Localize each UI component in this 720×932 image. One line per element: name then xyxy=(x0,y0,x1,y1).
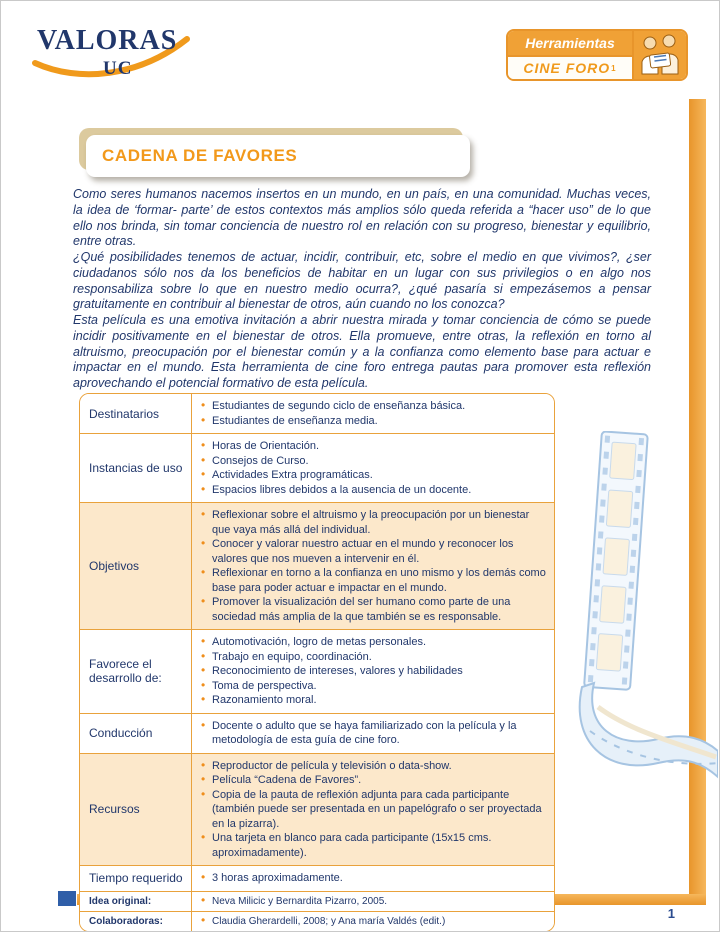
row-label: Objetivos xyxy=(80,503,192,629)
bullet-item: • Reconocimiento de intereses, valores y habilidades xyxy=(201,664,548,679)
info-table xyxy=(79,393,555,932)
bullet-item: • Actividades Extra programáticas. xyxy=(201,468,548,483)
footer-blue-block xyxy=(58,891,76,906)
table-row xyxy=(80,891,554,911)
title-banner xyxy=(79,128,463,170)
bullet-item: • Espacios libres debidos a la ausencia de un docente. xyxy=(201,483,548,498)
cine-foro-text: CINE FORO xyxy=(523,60,611,77)
row-label: Favorece el desarrollo de: xyxy=(80,630,192,713)
intro-paragraph: Esta película es una emotiva invitación a abrir nuestra mirada y tomar conciencia de cómo se puede incidir positivamente en el bienestar de otros. Ella promueve, entre otras, la reflexión en torno al altruismo, preocupación por el bienestar común y a la confianza como elemento base para actuar e impactar en el mundo. Esta herramienta de cine foro entrega pautas para promover esta reflexión aprovechando el potencial formativo de esta película. xyxy=(73,313,651,390)
bullet-list xyxy=(201,759,548,861)
bullet-item: • Claudia Gherardelli, 2008; y Ana maría Valdés (edit.) xyxy=(201,915,548,928)
intro-paragraph: ¿Qué posibilidades tenemos de actuar, incidir, contribuir, etc, sobre el medio en que vivimos?, ¿ser ciudadanos sólo nos da los beneficios de habitar en un lugar con sus privilegios o en algo nos responsabiliza sobre lo que en nuestro medio ocurra?, ¿qué pasaría si empezásemos a pensar gratuitamente en contribuir al bienestar de otros, aún cuando no los conozca? xyxy=(73,250,651,312)
bullet-item: • Trabajo en equipo, coordinación. xyxy=(201,650,548,665)
row-content xyxy=(192,714,554,753)
bullet-item: • Estudiantes de segundo ciclo de enseñanza básica. xyxy=(201,399,548,414)
table-row xyxy=(80,865,554,891)
logo-uc-text: UC xyxy=(103,58,133,79)
bullet-item: • Promover la visualización del ser humano como parte de una sociedad más amplia de la que también se es responsable. xyxy=(201,595,548,624)
intro-paragraph: Como seres humanos nacemos insertos en un mundo, en un país, en una comunidad. Muchas veces, la idea de ‘formar- parte’ de estos contextos más amplios sólo queda referida a “hacer uso” de lo que ello nos brinda, sin tomar conciencia de nuestro rol en relación con su progreso, bienestar y equilibrio, entre otras. xyxy=(73,187,651,249)
page-title: CADENA DE FAVORES xyxy=(102,146,298,165)
bullet-item: • Una tarjeta en blanco para cada participante (15x15 cms. aproximadamente). xyxy=(201,831,548,860)
logo-wordmark: VALORAS xyxy=(37,25,178,56)
bullet-list xyxy=(201,719,548,748)
bullet-list xyxy=(201,895,548,908)
bullet-item: • Estudiantes de enseñanza media. xyxy=(201,414,548,429)
bullet-list xyxy=(201,915,548,928)
table-row xyxy=(80,502,554,629)
table-row xyxy=(80,629,554,713)
people-with-film-icon xyxy=(636,32,684,78)
bullet-item: • Razonamiento moral. xyxy=(201,693,548,708)
table-row xyxy=(80,433,554,502)
valoras-uc-logo xyxy=(37,25,202,87)
row-content xyxy=(192,630,554,713)
cine-foro-illustration xyxy=(632,31,686,79)
row-label: Destinatarios xyxy=(80,394,192,433)
badge-labels xyxy=(508,31,632,79)
bullet-item: • Reproductor de película y televisión o data-show. xyxy=(201,759,548,774)
row-label: Colaboradoras: xyxy=(80,912,192,931)
bullet-item: • Horas de Orientación. xyxy=(201,439,548,454)
bullet-item: • Docente o adulto que se haya familiarizado con la película y la metodología de esta guía de cine foro. xyxy=(201,719,548,748)
bullet-item: • Reflexionar sobre el altruismo y la preocupación por un bienestar que vaya más allá del individual. xyxy=(201,508,548,537)
row-content xyxy=(192,394,554,433)
title-inner-panel xyxy=(86,135,470,177)
bullet-list xyxy=(201,508,548,624)
bullet-item: • Conocer y valorar nuestro actuar en el mundo y reconocer los valores que nos mueven a intervenir en él. xyxy=(201,537,548,566)
bullet-item: • 3 horas aproximadamente. xyxy=(201,871,548,886)
row-label: Conducción xyxy=(80,714,192,753)
page-number: 1 xyxy=(667,906,675,921)
badge-herramientas-label: Herramientas xyxy=(508,31,632,55)
table-row xyxy=(80,911,554,931)
bullet-item: • Neva Milicic y Bernardita Pizarro, 2005. xyxy=(201,895,548,908)
bullet-item: • Automotivación, logro de metas personales. xyxy=(201,635,548,650)
table-row xyxy=(80,394,554,433)
row-content xyxy=(192,503,554,629)
row-label: Tiempo requerido xyxy=(80,866,192,891)
intro-text xyxy=(73,187,651,392)
row-content xyxy=(192,892,554,911)
bullet-list xyxy=(201,439,548,497)
row-content xyxy=(192,754,554,866)
bullet-item: • Consejos de Curso. xyxy=(201,454,548,469)
row-label: Idea original: xyxy=(80,892,192,911)
bullet-list xyxy=(201,399,548,428)
table-row xyxy=(80,713,554,753)
row-label: Instancias de uso xyxy=(80,434,192,502)
bullet-item: • Copia de la pauta de reflexión adjunta para cada participante (también puede ser presentada en un papelógrafo o ser proyectada en la pizarra). xyxy=(201,788,548,832)
bullet-list xyxy=(201,635,548,708)
cine-foro-badge xyxy=(506,29,688,81)
right-accent-bar xyxy=(689,99,706,905)
row-content xyxy=(192,866,554,891)
bullet-item: • Película “Cadena de Favores”. xyxy=(201,773,548,788)
badge-cine-foro-label xyxy=(508,55,632,79)
table-row xyxy=(80,753,554,866)
row-label: Recursos xyxy=(80,754,192,866)
bullet-item: • Toma de perspectiva. xyxy=(201,679,548,694)
bullet-list xyxy=(201,871,548,886)
row-content xyxy=(192,912,554,931)
footnote-marker: 1 xyxy=(611,63,617,73)
row-content xyxy=(192,434,554,502)
bullet-item: • Reflexionar en torno a la confianza en uno mismo y los demás como base para poder actuar e impactar en el mundo. xyxy=(201,566,548,595)
